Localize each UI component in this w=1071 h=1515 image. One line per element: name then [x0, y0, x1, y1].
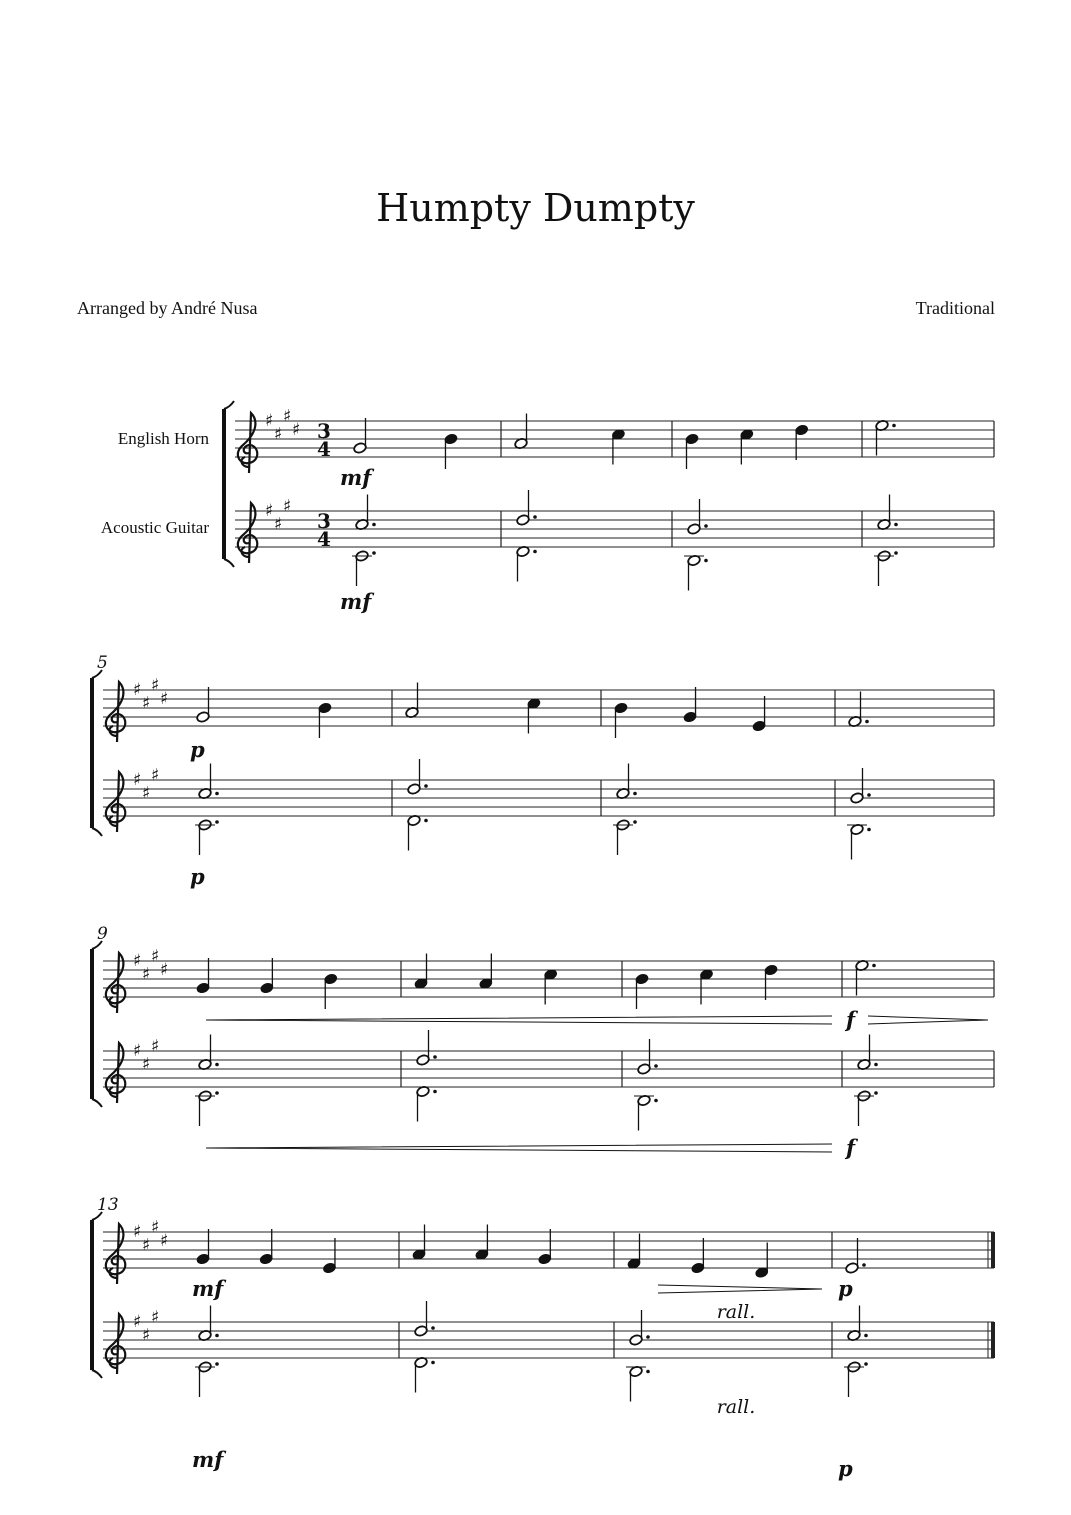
note — [626, 1365, 650, 1401]
treble-clef-path — [106, 682, 125, 742]
dot — [867, 793, 871, 797]
time-sig-top: 3 — [317, 419, 331, 443]
note — [614, 702, 628, 738]
dot — [867, 828, 871, 832]
dot — [215, 1063, 219, 1067]
instrument-label-guitar: Acoustic Guitar — [100, 518, 209, 537]
note — [855, 959, 876, 995]
note — [416, 1085, 437, 1121]
note — [444, 433, 458, 469]
sharp-icon: ♯ — [283, 496, 292, 517]
sharp-icon: ♯ — [151, 946, 160, 967]
note — [857, 1035, 878, 1071]
sharp-icon: ♯ — [160, 960, 169, 980]
note — [764, 964, 778, 1000]
dot — [704, 559, 708, 563]
bracket-bottom — [92, 1099, 102, 1107]
note — [352, 550, 376, 586]
note — [847, 1306, 868, 1342]
dynamic-mark: p — [190, 737, 205, 762]
dynamic-mark: mf — [340, 465, 372, 490]
sharp-icon: ♯ — [142, 693, 151, 714]
note — [355, 495, 376, 531]
note — [198, 764, 219, 800]
treble-clef — [106, 1224, 125, 1284]
note — [195, 1361, 219, 1397]
note — [847, 823, 871, 859]
page-title: Humpty Dumpty — [376, 186, 695, 230]
sharp-icon: ♯ — [142, 1054, 151, 1075]
note — [414, 1301, 435, 1337]
note — [475, 1225, 489, 1261]
note — [514, 414, 528, 450]
rall-text: rall. — [716, 1301, 756, 1323]
dot — [372, 523, 376, 527]
note — [195, 1090, 219, 1126]
decrescendo-hairpin — [658, 1285, 822, 1293]
sharp-icon: ♯ — [142, 964, 151, 985]
note — [795, 424, 809, 460]
sharp-icon: ♯ — [133, 951, 142, 971]
measure-number: 5 — [97, 653, 108, 673]
sharp-icon: ♯ — [151, 765, 160, 786]
note — [848, 692, 869, 728]
time-sig-bottom: 4 — [317, 527, 331, 551]
treble-clef — [106, 772, 125, 832]
note — [627, 1234, 641, 1270]
note — [699, 968, 713, 1004]
note — [259, 1229, 273, 1265]
dot — [874, 1063, 878, 1067]
note — [198, 1306, 219, 1342]
note — [634, 1094, 658, 1130]
sharp-icon: ♯ — [274, 514, 283, 535]
note — [260, 958, 274, 994]
note — [611, 428, 625, 464]
note — [629, 1310, 650, 1346]
treble-clef — [238, 413, 257, 473]
composer-credit: Traditional — [915, 298, 995, 318]
sharp-icon: ♯ — [133, 1222, 142, 1242]
sharp-icon: ♯ — [151, 1036, 160, 1057]
dot — [864, 1362, 868, 1366]
dot — [433, 1055, 437, 1059]
note — [875, 419, 896, 455]
dynamic-mark: f — [846, 1135, 856, 1160]
rall-text: rall. — [716, 1396, 756, 1418]
bracket-bottom — [92, 828, 102, 836]
measure-number: 9 — [97, 924, 108, 944]
dot — [424, 819, 428, 823]
note — [616, 764, 637, 800]
note — [752, 696, 766, 732]
sharp-icon: ♯ — [265, 411, 274, 431]
note — [874, 550, 898, 586]
dot — [533, 550, 537, 554]
note — [405, 683, 419, 719]
note — [844, 1361, 868, 1397]
note — [637, 1039, 658, 1075]
note — [196, 687, 210, 723]
sharp-icon: ♯ — [142, 1235, 151, 1256]
dot — [894, 523, 898, 527]
dynamic-mark: mf — [192, 1276, 224, 1301]
sharp-icon: ♯ — [151, 675, 160, 696]
dynamic-mark: mf — [192, 1447, 224, 1472]
dot — [215, 1334, 219, 1338]
note — [516, 545, 537, 581]
note — [691, 1238, 705, 1274]
crescendo-hairpin — [206, 1144, 832, 1152]
note — [613, 819, 637, 855]
crescendo-hairpin — [206, 1016, 832, 1024]
time-sig-bottom: 4 — [317, 437, 331, 461]
note — [635, 973, 649, 1009]
note — [854, 1090, 878, 1126]
note — [544, 968, 558, 1004]
sharp-icon: ♯ — [133, 1312, 142, 1332]
sharp-icon: ♯ — [133, 1041, 142, 1061]
sharp-icon: ♯ — [160, 689, 169, 709]
note — [684, 554, 708, 590]
dot — [894, 551, 898, 555]
sharp-icon: ♯ — [283, 406, 292, 427]
dot — [633, 792, 637, 796]
note — [195, 819, 219, 855]
note — [850, 768, 871, 804]
sharp-icon: ♯ — [160, 1231, 169, 1251]
dot — [874, 1091, 878, 1095]
sharp-icon: ♯ — [133, 770, 142, 790]
staves — [92, 401, 994, 1378]
note — [407, 759, 428, 795]
note — [198, 1035, 219, 1071]
measure-number: 13 — [97, 1195, 119, 1215]
note — [845, 1238, 866, 1274]
dot — [862, 1263, 866, 1267]
note — [755, 1243, 769, 1279]
treble-clef — [106, 953, 125, 1013]
note — [538, 1229, 552, 1265]
dot — [654, 1099, 658, 1103]
sharp-icon: ♯ — [265, 501, 274, 521]
dot — [864, 1334, 868, 1338]
dot — [704, 524, 708, 528]
sharp-icon: ♯ — [142, 1325, 151, 1346]
dot — [215, 1091, 219, 1095]
sharp-icon: ♯ — [151, 1217, 160, 1238]
note — [414, 1356, 435, 1392]
dot — [646, 1370, 650, 1374]
bracket-top — [224, 401, 234, 409]
dot — [533, 515, 537, 519]
dynamic-mark: p — [838, 1456, 853, 1481]
note — [479, 954, 493, 990]
dot — [431, 1326, 435, 1330]
dot — [215, 792, 219, 796]
note — [322, 1238, 336, 1274]
dot — [892, 424, 896, 428]
note — [324, 973, 338, 1009]
note — [416, 1030, 437, 1066]
dot — [646, 1335, 650, 1339]
dot — [872, 964, 876, 968]
instrument-label-english-horn: English Horn — [117, 429, 209, 448]
treble-clef-path — [238, 413, 257, 473]
note — [683, 687, 697, 723]
sharp-icon: ♯ — [274, 424, 283, 445]
note — [740, 428, 754, 464]
sharp-icon: ♯ — [292, 420, 301, 440]
sharp-icon: ♯ — [133, 680, 142, 700]
dot — [433, 1090, 437, 1094]
treble-clef-path — [106, 1224, 125, 1284]
note — [412, 1225, 426, 1261]
note — [527, 697, 541, 733]
treble-clef-path — [106, 1314, 125, 1374]
note — [414, 954, 428, 990]
bracket-bottom — [224, 559, 234, 567]
arranger-credit: Arranged by André Nusa — [77, 298, 258, 318]
dynamic-mark: mf — [340, 589, 372, 614]
note — [687, 499, 708, 535]
treble-clef — [106, 1314, 125, 1374]
note — [877, 495, 898, 531]
dynamic-mark: f — [846, 1007, 856, 1032]
dot — [633, 820, 637, 824]
dot — [431, 1361, 435, 1365]
dot — [215, 1362, 219, 1366]
dot — [865, 720, 869, 724]
time-sig-top: 3 — [317, 509, 331, 533]
treble-clef-path — [238, 503, 257, 563]
bracket-bottom — [92, 1370, 102, 1378]
note — [353, 418, 367, 454]
treble-clef — [238, 503, 257, 563]
treble-clef-path — [106, 772, 125, 832]
note — [685, 433, 699, 469]
treble-clef — [106, 1043, 125, 1103]
sharp-icon: ♯ — [142, 783, 151, 804]
treble-clef-path — [106, 1043, 125, 1103]
dot — [424, 784, 428, 788]
treble-clef-path — [106, 953, 125, 1013]
decrescendo-hairpin — [868, 1016, 988, 1024]
treble-clef — [106, 682, 125, 742]
note — [196, 1229, 210, 1265]
note — [196, 958, 210, 994]
score-text — [97, 465, 988, 1481]
note — [407, 814, 428, 850]
dot — [654, 1064, 658, 1068]
dynamic-mark: p — [190, 864, 205, 889]
note — [516, 490, 537, 526]
sharp-icon: ♯ — [151, 1307, 160, 1328]
dynamic-mark: p — [838, 1276, 853, 1301]
dot — [215, 820, 219, 824]
note — [318, 702, 332, 738]
dot — [372, 551, 376, 555]
